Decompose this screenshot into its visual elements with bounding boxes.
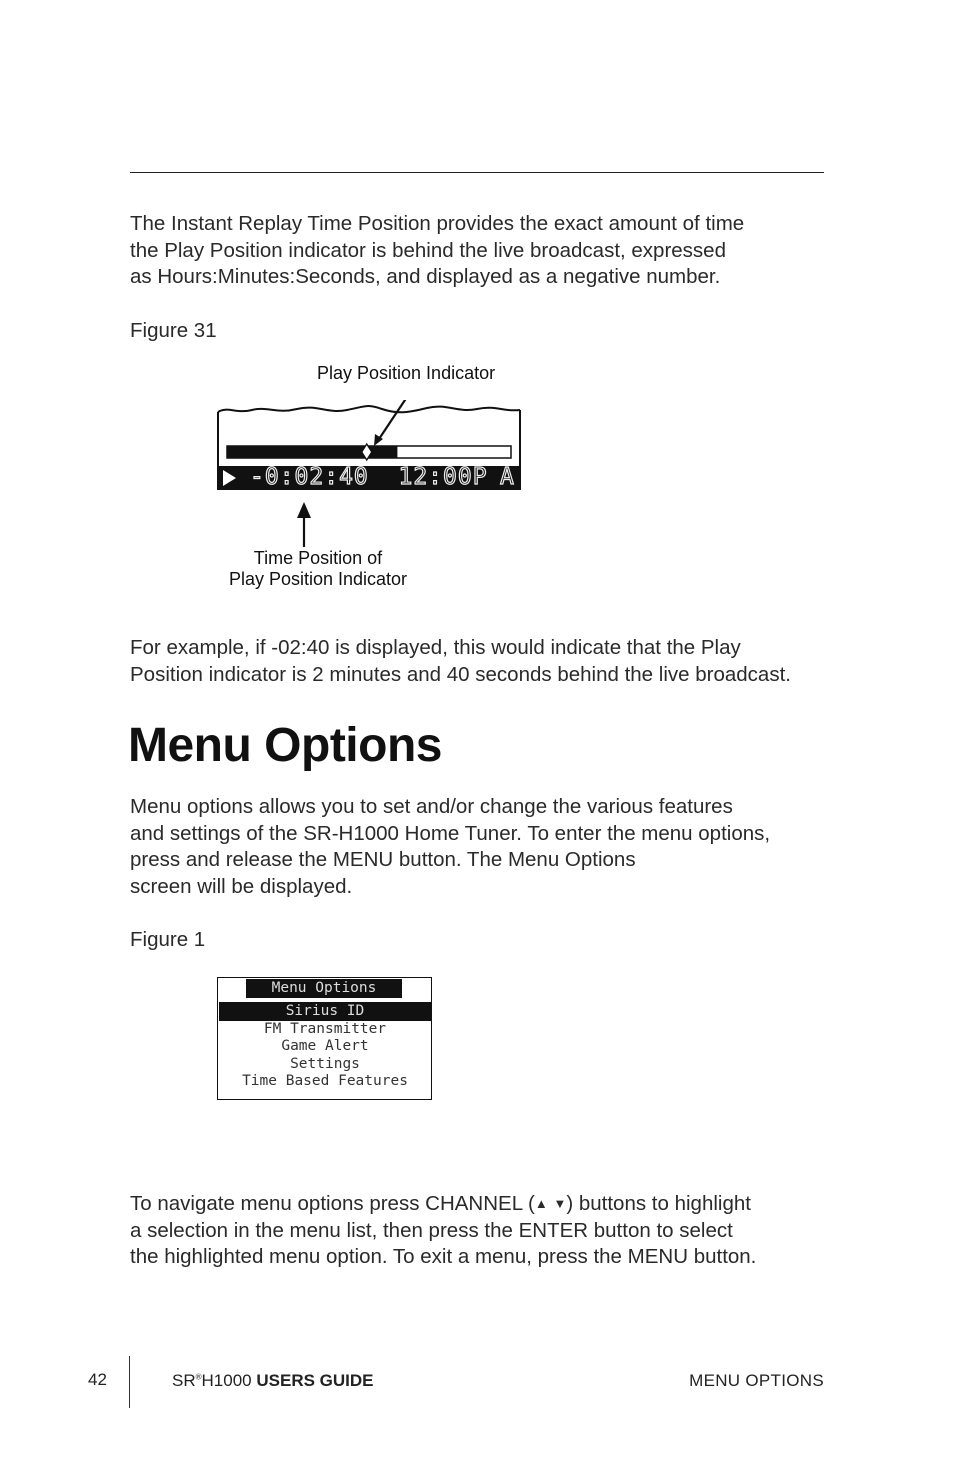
footer-section-name: MENU OPTIONS [689, 1371, 824, 1390]
navigate-line1 [130, 1191, 756, 1218]
intro-line: as Hours:Minutes:Seconds, and displayed as a negative number. [130, 265, 721, 288]
model-prefix: SR [172, 1371, 196, 1390]
up-arrow-icon: ▲ [534, 1196, 548, 1211]
intro-line: The Instant Replay Time Position provides the exact amount of time [130, 212, 745, 235]
intro-line: the Play Position indicator is behind the live broadcast, expressed [130, 238, 726, 262]
figure31-label: Figure 31 [130, 319, 217, 342]
intro-paragraph [130, 211, 744, 291]
footer-guide-title [172, 1371, 374, 1391]
navigate-line1-end: ) buttons to highlight [566, 1192, 751, 1215]
section-line: and settings of the SR-H1000 Home Tuner. To enter the menu options, [130, 821, 771, 845]
callout-arrow-line [377, 400, 413, 442]
section-line: press and release the MENU button. The Menu Options [130, 848, 636, 871]
section-line: Menu options allows you to set and/or change the various features [130, 795, 733, 818]
menu-item: Game Alert [281, 1038, 369, 1054]
example-line: Position indicator is 2 minutes and 40 seconds behind the live broadcast. [130, 662, 791, 686]
section-line: screen will be displayed. [130, 874, 353, 898]
menu-item: Settings [290, 1056, 360, 1072]
torn-edge [218, 406, 520, 412]
navigate-paragraph [130, 1191, 756, 1271]
callout-time-line2: Play Position Indicator [228, 569, 408, 589]
top-rule [130, 172, 824, 173]
section-title: Menu Options [128, 719, 442, 772]
section-paragraph [130, 794, 770, 900]
model-suffix: H1000 [201, 1371, 252, 1390]
down-arrow-icon: ▼ [553, 1196, 567, 1211]
menu-item: Time Based Features [242, 1073, 408, 1089]
menu-display-title: Menu Options [246, 979, 402, 998]
navigate-line3: the highlighted menu option. To exit a menu, press the MENU button. [130, 1245, 757, 1268]
footer-divider [129, 1356, 130, 1408]
callout-time-position [220, 548, 416, 590]
menu-item: FM Transmitter [263, 1021, 387, 1037]
figure1-label: Figure 1 [130, 928, 206, 951]
callout-time-line1: Time Position of [253, 548, 383, 568]
example-paragraph [130, 635, 791, 688]
lcd-time-readout: -0:02:40 12:00P [250, 464, 488, 490]
navigate-line2: a selection in the menu list, then press the ENTER button to select [130, 1218, 733, 1242]
callout-play-position: Play Position Indicator [317, 363, 496, 383]
menu-item-selected: Sirius ID [219, 1002, 431, 1021]
play-icon [223, 470, 236, 486]
navigate-line1-start: To navigate menu options press CHANNEL ( [130, 1192, 535, 1215]
guide-label: USERS GUIDE [256, 1371, 374, 1390]
page-number: 42 [88, 1370, 107, 1389]
up-arrow-icon [294, 502, 314, 548]
example-line: For example, if -02:40 is displayed, this would indicate that the Play [130, 636, 741, 659]
lcd-suffix: A [500, 464, 514, 490]
registered-mark: ® [195, 1372, 202, 1382]
